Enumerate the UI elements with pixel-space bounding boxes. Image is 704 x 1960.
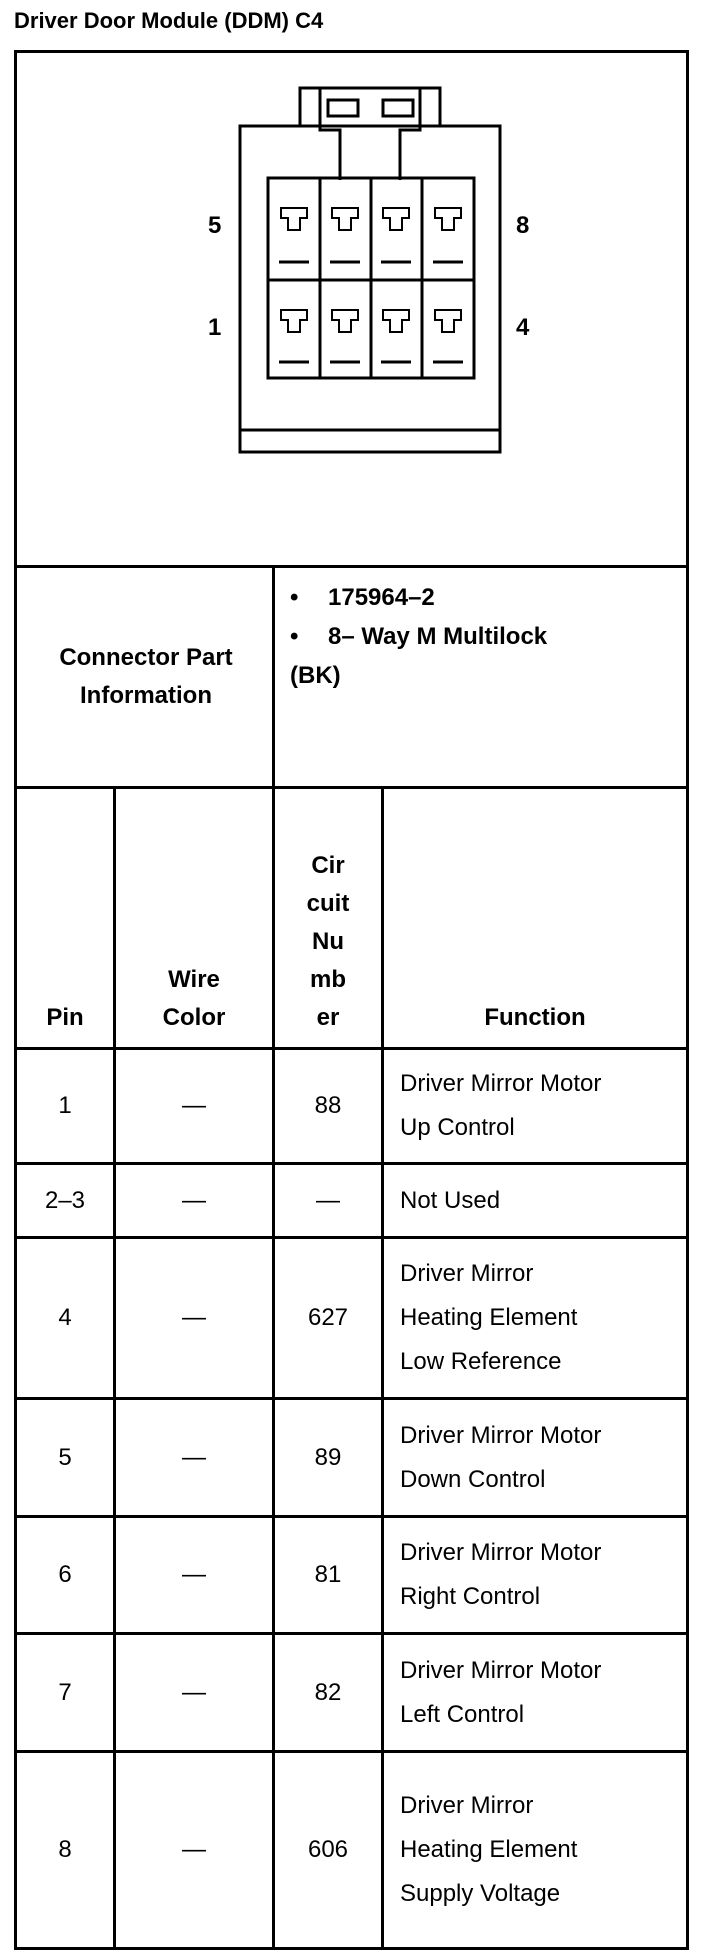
pin-cavity	[281, 208, 307, 230]
connector-info-item: • 8– Way M Multilock	[290, 623, 548, 650]
circuit-number-cell	[275, 1050, 381, 1162]
pin-label-5: 5	[208, 212, 222, 239]
function-line: Down Control	[400, 1465, 546, 1493]
wire-color-cell	[116, 1400, 272, 1515]
function-line: Driver Mirror	[400, 1792, 534, 1819]
connector-info-label: Connector Part Information	[59, 644, 233, 709]
wire-color-cell	[116, 1239, 272, 1397]
pin-label-4: 4	[516, 314, 530, 341]
wire-color-value: —	[182, 1304, 206, 1331]
function-cell	[384, 1635, 686, 1750]
wire-color-cell	[116, 1050, 272, 1162]
divider-info	[272, 565, 275, 787]
function-line: Driver Mirror	[400, 1260, 534, 1287]
connector-info-list	[290, 578, 547, 695]
circuit-number-cell	[275, 1239, 381, 1397]
function-line: Right Control	[400, 1583, 541, 1610]
pin-cell	[17, 1239, 113, 1397]
pin-value: 8	[58, 1836, 72, 1863]
function-line: Driver Mirror Motor	[400, 1656, 602, 1684]
function-cell	[384, 1400, 686, 1515]
circuit-number-value: 81	[314, 1561, 342, 1588]
function-line: Supply Voltage	[400, 1880, 561, 1907]
function-cell	[384, 1165, 686, 1236]
pin-label-1: 1	[208, 314, 222, 341]
circuit-number-value: 89	[314, 1443, 342, 1471]
wire-color-value: —	[182, 1186, 206, 1214]
wire-color-value: —	[182, 1836, 206, 1863]
wire-color-cell	[116, 1753, 272, 1947]
circuit-number-value: 88	[314, 1092, 342, 1119]
circuit-number-cell	[275, 1400, 381, 1515]
pin-cavity	[435, 208, 461, 230]
pin-cell	[17, 1165, 113, 1236]
function-line: Heating Element	[400, 1304, 578, 1331]
pin-value: 1	[58, 1092, 72, 1119]
pin-value: 5	[58, 1443, 72, 1471]
connector-info-item: • 175964–2	[290, 584, 435, 611]
function-line: Up Control	[400, 1114, 515, 1141]
header-pin: Pin	[46, 1004, 84, 1031]
pin-cell	[17, 1753, 113, 1947]
page-title: Driver Door Module (DDM) C4	[14, 8, 324, 33]
pin-cell	[17, 1050, 113, 1162]
connector-diagram	[0, 0, 704, 560]
circuit-number-value: 82	[314, 1678, 342, 1706]
function-line: Driver Mirror Motor	[400, 1539, 602, 1566]
wire-color-value: —	[182, 1561, 206, 1588]
pin-cavity	[383, 208, 409, 230]
pin-value: 7	[58, 1678, 72, 1706]
function-line: Driver Mirror Motor	[400, 1421, 602, 1449]
function-cell	[384, 1050, 686, 1162]
wire-color-cell	[116, 1518, 272, 1632]
function-line: Driver Mirror Motor	[400, 1070, 602, 1097]
header-wire-color: Wire Color	[162, 966, 226, 1031]
wire-color-cell	[116, 1635, 272, 1750]
circuit-number-cell	[275, 1518, 381, 1632]
circuit-number-value: 627	[307, 1304, 349, 1331]
circuit-number-cell	[275, 1753, 381, 1947]
pin-value: 2–3	[44, 1186, 86, 1214]
circuit-number-cell	[275, 1165, 381, 1236]
function-line: Not Used	[400, 1186, 501, 1214]
pin-cell	[17, 1635, 113, 1750]
pin-value: 4	[58, 1304, 72, 1331]
function-cell	[384, 1518, 686, 1632]
function-line: Low Reference	[400, 1348, 562, 1375]
wire-color-value: —	[182, 1092, 206, 1119]
circuit-number-cell	[275, 1635, 381, 1750]
wire-color-cell	[116, 1165, 272, 1236]
pin-value: 6	[58, 1561, 72, 1588]
header-function: Function	[484, 1004, 586, 1031]
circuit-number-value: 606	[307, 1836, 349, 1863]
pin-cell	[17, 1518, 113, 1632]
circuit-number-value: —	[316, 1186, 340, 1214]
pin-cavity	[435, 310, 461, 332]
pin-cavity	[332, 310, 358, 332]
pin-cavity	[332, 208, 358, 230]
pin-cavity	[281, 310, 307, 332]
connector-info-suffix: (BK)	[290, 662, 341, 689]
pin-cell	[17, 1400, 113, 1515]
header-circuit-number: Cir cuit Nu mb er	[306, 852, 350, 1031]
pin-cavity	[383, 310, 409, 332]
function-line: Heating Element	[400, 1836, 578, 1863]
pin-label-8: 8	[516, 212, 530, 239]
function-cell	[384, 1239, 686, 1397]
function-line: Left Control	[400, 1700, 525, 1728]
function-cell	[384, 1753, 686, 1947]
wire-color-value: —	[182, 1443, 206, 1471]
wire-color-value: —	[182, 1678, 206, 1706]
